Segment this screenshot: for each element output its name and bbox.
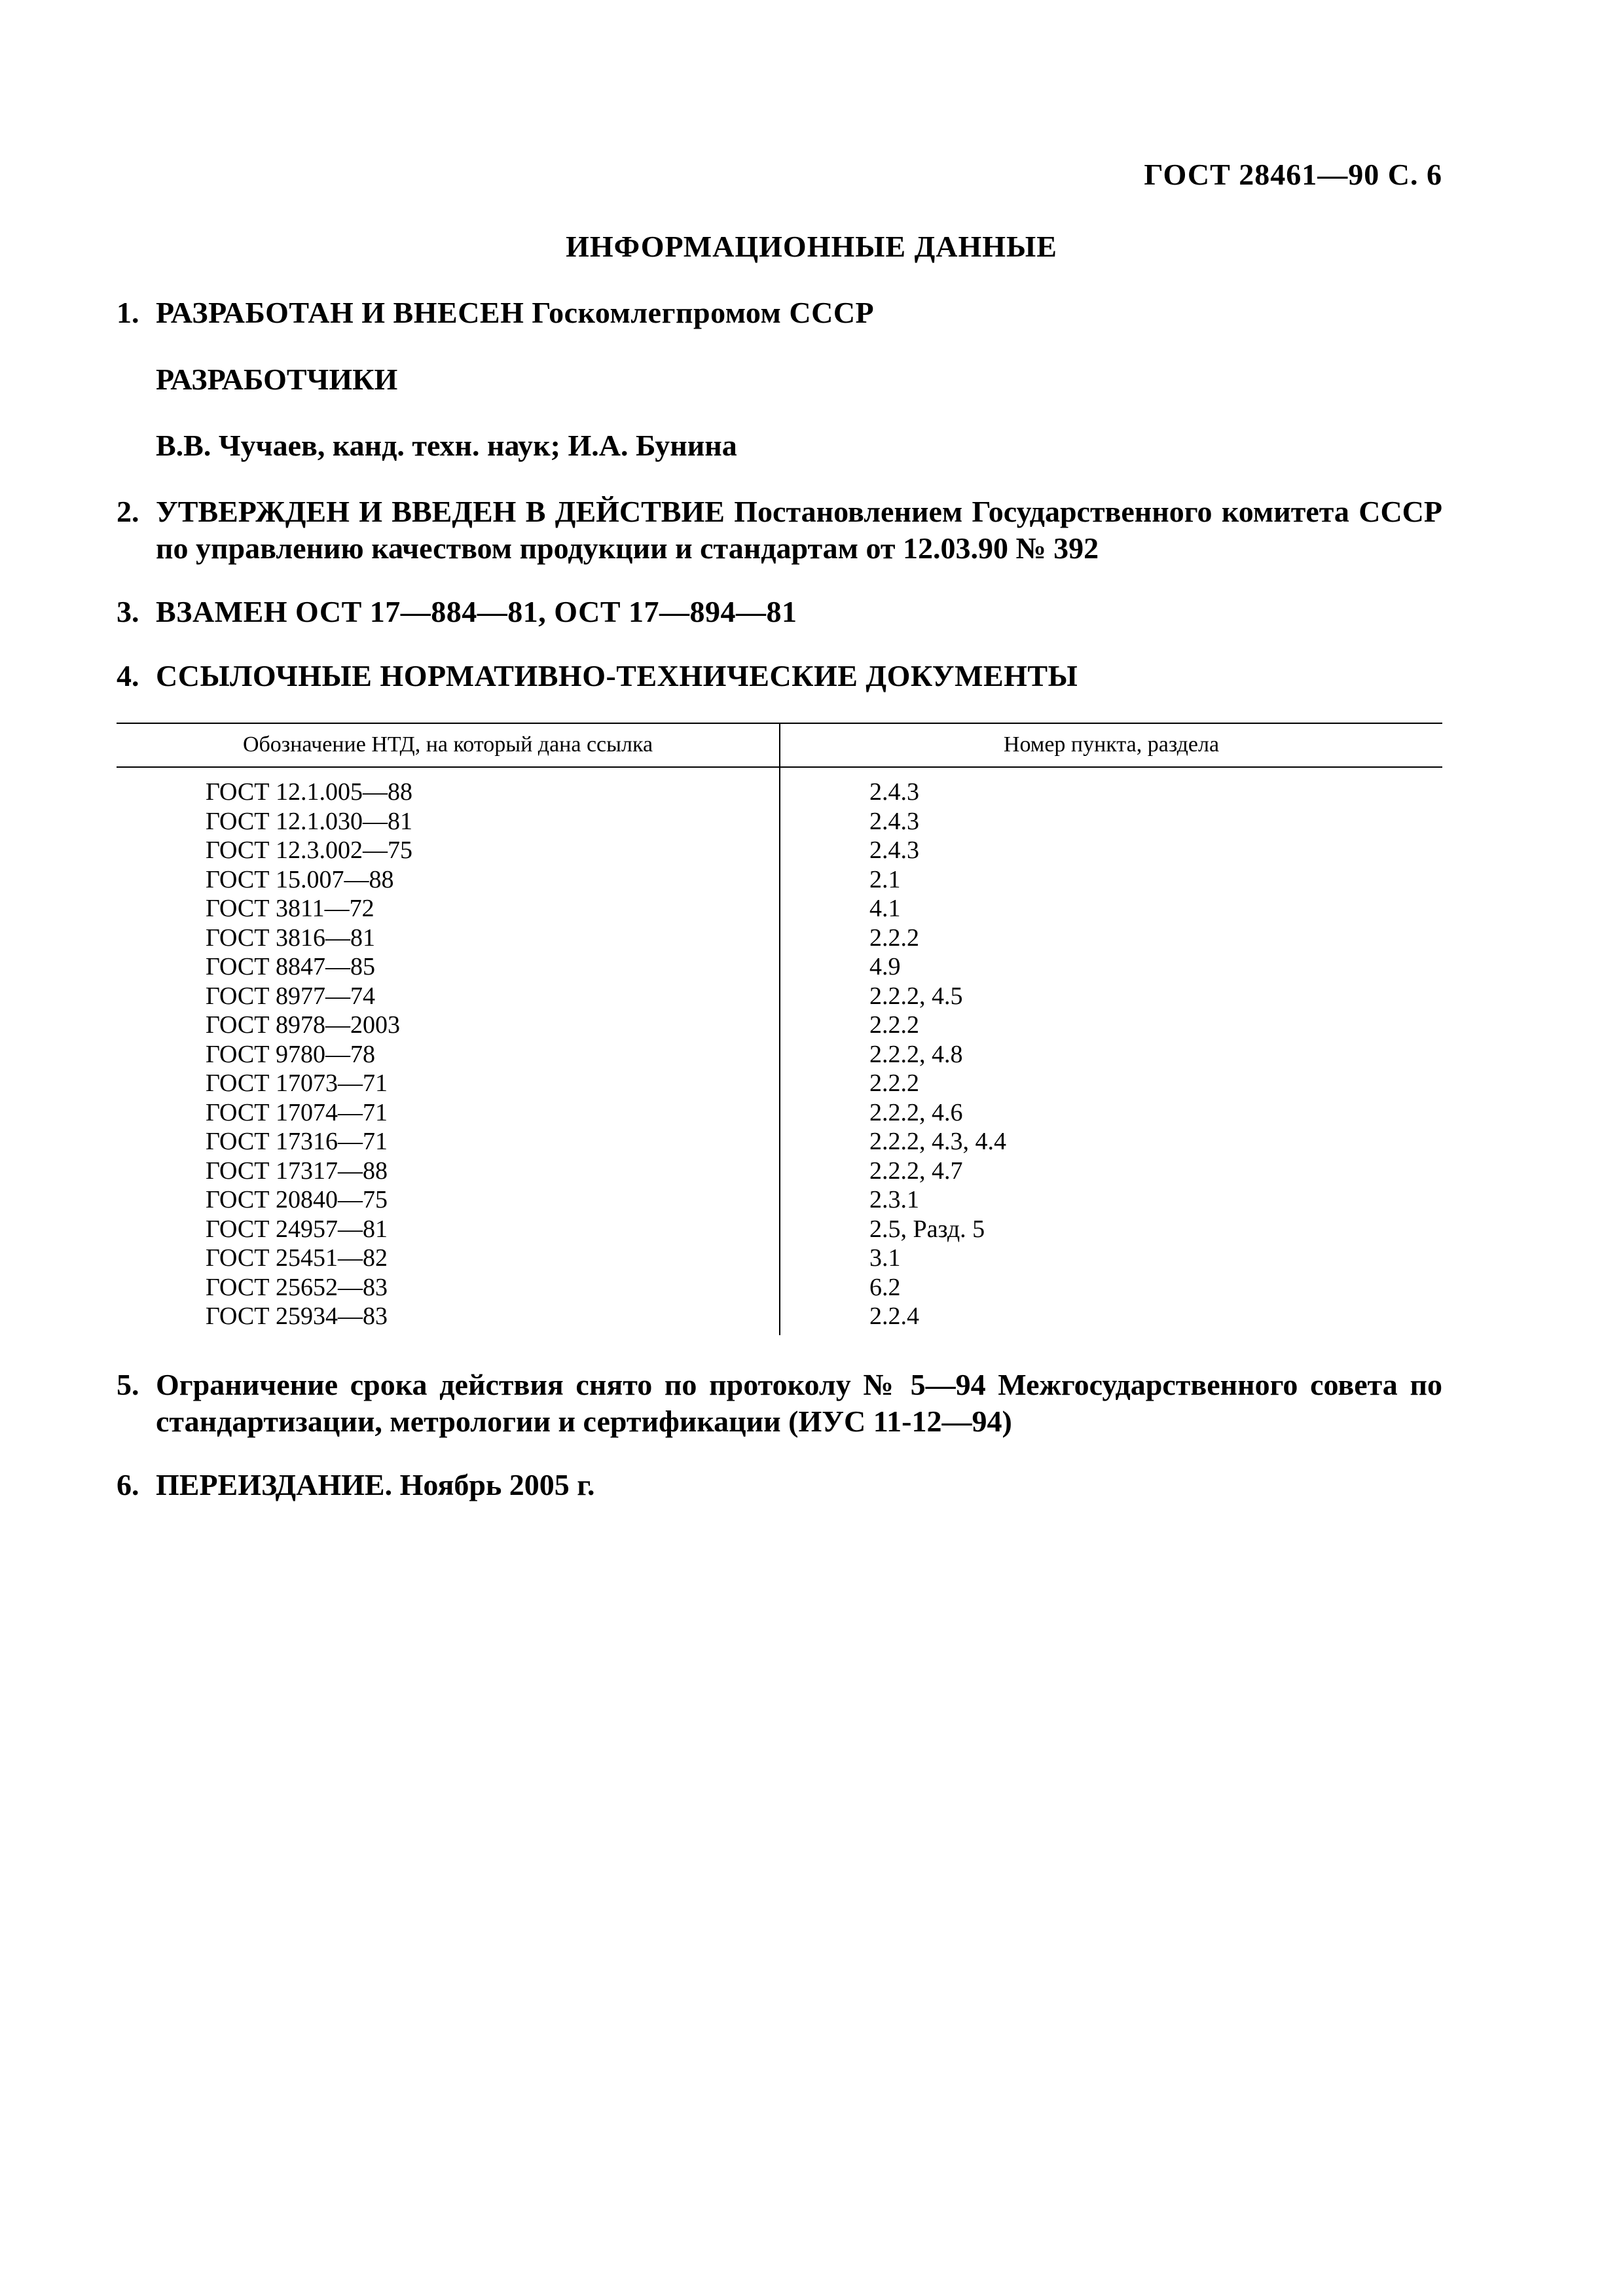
item-number: 4. <box>117 659 139 692</box>
ntd-designation: ГОСТ 25451—82 <box>206 1244 388 1272</box>
item-text: Ограничение срока действия снято по протоколу № 5—94 Межгосударственного совета по стандартизации, метрологии и сертификации (ИУС 11-12—94) <box>156 1368 1442 1438</box>
table-row <box>117 778 1442 807</box>
info-item-4 <box>117 658 1442 694</box>
clause-number: 2.1 <box>869 865 901 893</box>
ntd-designation: ГОСТ 8978—2003 <box>206 1011 400 1039</box>
info-item-1 <box>117 295 1442 331</box>
developers-list: В.В. Чучаев, канд. техн. наук; И.А. Бунина <box>156 429 737 462</box>
table-row <box>117 1069 1442 1098</box>
table-row <box>117 1185 1442 1215</box>
ntd-designation: ГОСТ 20840—75 <box>206 1186 388 1213</box>
table-row <box>117 924 1442 953</box>
reference-table <box>117 723 1442 1335</box>
item-number: 2. <box>117 495 139 528</box>
clause-number: 2.4.3 <box>869 836 919 864</box>
clause-number: 2.4.3 <box>869 807 919 835</box>
clause-number: 2.2.2, 4.5 <box>869 982 963 1010</box>
ntd-designation: ГОСТ 3816—81 <box>206 924 375 952</box>
clause-number: 2.2.2 <box>869 1069 919 1097</box>
clause-number: 2.2.2, 4.3, 4.4 <box>869 1128 1006 1155</box>
developers-heading: РАЗРАБОТЧИКИ <box>156 363 398 396</box>
ntd-designation: ГОСТ 9780—78 <box>206 1040 375 1068</box>
clause-number: 2.2.4 <box>869 1302 919 1330</box>
ntd-designation: ГОСТ 12.1.030—81 <box>206 807 412 835</box>
ntd-designation: ГОСТ 3811—72 <box>206 895 374 922</box>
ntd-designation: ГОСТ 25934—83 <box>206 1302 388 1330</box>
table-row <box>117 894 1442 924</box>
table-row <box>117 1157 1442 1186</box>
table-header-clause: Номер пункта, раздела <box>1003 732 1220 757</box>
item-text: ССЫЛОЧНЫЕ НОРМАТИВНО-ТЕХНИЧЕСКИЕ ДОКУМЕНТЫ <box>156 659 1078 692</box>
item-number: 5. <box>117 1368 139 1401</box>
item-text: УТВЕРЖДЕН И ВВЕДЕН В ДЕЙСТВИЕ Постановлением Государственного комитета СССР по управлению качеством продукции и стандартам от 12.03.90 № 392 <box>156 495 1442 565</box>
table-row <box>117 1244 1442 1273</box>
document-reference: ГОСТ 28461—90 С. 6 <box>1144 158 1442 191</box>
item-number: 6. <box>117 1468 139 1501</box>
info-item-2 <box>117 493 1442 567</box>
info-item-3 <box>117 594 1442 630</box>
clause-number: 2.2.2 <box>869 924 919 952</box>
ntd-designation: ГОСТ 17073—71 <box>206 1069 388 1097</box>
clause-number: 4.9 <box>869 953 901 980</box>
item-text: ПЕРЕИЗДАНИЕ. Ноябрь 2005 г. <box>156 1468 595 1501</box>
ntd-designation: ГОСТ 17317—88 <box>206 1157 388 1185</box>
clause-number: 2.4.3 <box>869 778 919 806</box>
table-row <box>117 807 1442 836</box>
item-text: РАЗРАБОТАН И ВНЕСЕН Госкомлегпромом СССР <box>156 296 875 329</box>
ntd-designation: ГОСТ 15.007—88 <box>206 865 394 893</box>
ntd-designation: ГОСТ 24957—81 <box>206 1215 388 1243</box>
table-row <box>117 1098 1442 1128</box>
ntd-designation: ГОСТ 17316—71 <box>206 1128 388 1155</box>
clause-number: 6.2 <box>869 1273 901 1301</box>
table-row <box>117 865 1442 895</box>
clause-number: 2.2.2, 4.8 <box>869 1040 963 1068</box>
ntd-designation: ГОСТ 12.1.005—88 <box>206 778 412 806</box>
clause-number: 3.1 <box>869 1244 901 1272</box>
table-header-designation: Обозначение НТД, на который дана ссылка <box>242 732 653 757</box>
clause-number: 2.2.2 <box>869 1011 919 1039</box>
table-row <box>117 1040 1442 1069</box>
table-row <box>117 1011 1442 1040</box>
ntd-designation: ГОСТ 8977—74 <box>206 982 375 1010</box>
info-item-6 <box>117 1467 1442 1503</box>
table-row <box>117 1302 1442 1331</box>
table-row <box>117 1127 1442 1157</box>
clause-number: 2.5, Разд. 5 <box>869 1215 985 1243</box>
item-number: 1. <box>117 296 139 329</box>
table-body <box>117 778 1442 1331</box>
clause-number: 2.2.2, 4.7 <box>869 1157 963 1185</box>
item-number: 3. <box>117 595 139 628</box>
clause-number: 2.2.2, 4.6 <box>869 1098 963 1126</box>
table-row <box>117 1273 1442 1302</box>
info-item-5 <box>117 1367 1442 1440</box>
item-text: ВЗАМЕН ОСТ 17—884—81, ОСТ 17—894—81 <box>156 595 797 628</box>
ntd-designation: ГОСТ 17074—71 <box>206 1098 388 1126</box>
ntd-designation: ГОСТ 12.3.002—75 <box>206 836 412 864</box>
table-row <box>117 836 1442 865</box>
clause-number: 2.3.1 <box>869 1186 919 1213</box>
ntd-designation: ГОСТ 8847—85 <box>206 953 375 980</box>
table-row <box>117 982 1442 1011</box>
table-row <box>117 952 1442 982</box>
ntd-designation: ГОСТ 25652—83 <box>206 1273 388 1301</box>
clause-number: 4.1 <box>869 895 901 922</box>
table-row <box>117 1215 1442 1244</box>
page-title: ИНФОРМАЦИОННЫЕ ДАННЫЕ <box>566 230 1057 263</box>
